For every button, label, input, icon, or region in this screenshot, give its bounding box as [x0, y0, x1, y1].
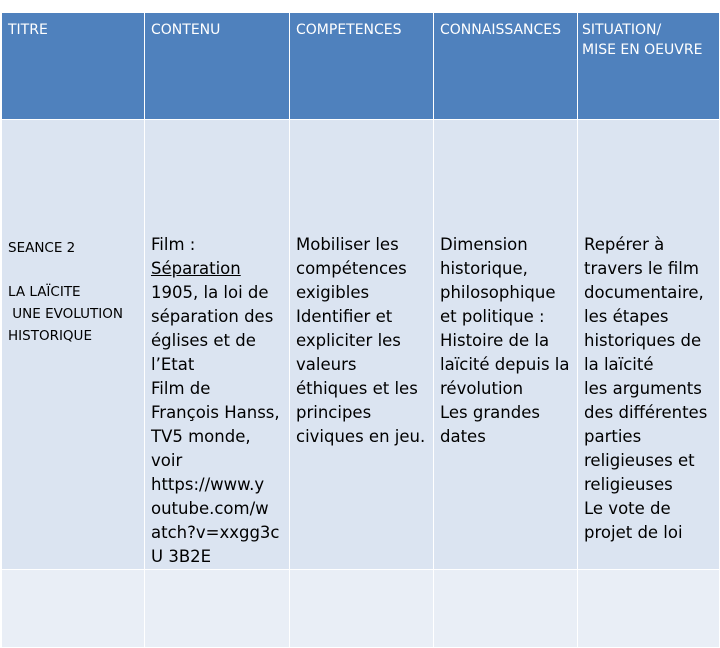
- connaissances-line: philosophique: [440, 283, 556, 302]
- contenu-line: François Hanss,: [151, 403, 280, 422]
- contenu-line: Film de: [151, 379, 211, 398]
- header-connaissances: [434, 13, 578, 120]
- seance-row: [2, 120, 720, 570]
- youtube-url-line-2[interactable]: outube.com/w: [151, 499, 269, 518]
- connaissances-line: laïcité depuis la: [440, 355, 570, 374]
- competences-cell: [290, 120, 434, 570]
- header-situation: [578, 13, 720, 120]
- competences-line: compétences: [296, 259, 407, 278]
- contenu-line: TV5 monde,: [151, 427, 251, 446]
- situation-line: documentaire,: [584, 283, 704, 302]
- youtube-url-line-1[interactable]: https://www.y: [151, 475, 265, 494]
- header-contenu: [145, 13, 290, 120]
- header-situation-line-1: SITUATION/: [582, 22, 662, 38]
- situation-line: religieuses: [584, 475, 673, 494]
- competences-line: Mobiliser les: [296, 235, 399, 254]
- youtube-url-line-3[interactable]: atch?v=xxgg3c: [151, 523, 280, 542]
- competences-line: principes: [296, 403, 372, 422]
- connaissances-line: révolution: [440, 379, 524, 398]
- situation-line: projet de loi: [584, 523, 683, 542]
- competences-line: civiques en jeu.: [296, 427, 426, 446]
- competences-line: expliciter les: [296, 331, 401, 350]
- situation-line: les arguments: [584, 379, 702, 398]
- empty-cell[interactable]: [434, 570, 578, 648]
- youtube-url-line-4[interactable]: U 3B2E: [151, 547, 212, 566]
- seance-label: SEANCE 2: [8, 240, 76, 256]
- header-row: [2, 13, 720, 120]
- contenu-film-title-link[interactable]: Séparation: [151, 259, 241, 278]
- empty-cell[interactable]: [578, 570, 720, 648]
- contenu-line: l’Etat: [151, 355, 195, 374]
- titre-cell: [2, 120, 145, 570]
- header-competences-label: COMPETENCES: [296, 22, 402, 38]
- situation-line: la laïcité: [584, 355, 654, 374]
- connaissances-line: historique,: [440, 259, 528, 278]
- header-connaissances-label: CONNAISSANCES: [440, 22, 562, 38]
- situation-line: des différentes: [584, 403, 708, 422]
- empty-cell[interactable]: [2, 570, 145, 648]
- contenu-line: Film :: [151, 235, 196, 254]
- header-titre-label: TITRE: [8, 22, 48, 38]
- connaissances-line: dates: [440, 427, 486, 446]
- situation-line: religieuses et: [584, 451, 695, 470]
- titre-line-3: HISTORIQUE: [8, 328, 92, 344]
- header-competences: [290, 13, 434, 120]
- situation-line: travers le film: [584, 259, 699, 278]
- situation-line: Repérer à: [584, 235, 665, 254]
- connaissances-cell: [434, 120, 578, 570]
- competences-line: éthiques et les: [296, 379, 418, 398]
- connaissances-line: Dimension: [440, 235, 528, 254]
- contenu-line: voir: [151, 451, 183, 470]
- situation-line: historiques de: [584, 331, 702, 350]
- connaissances-line: et politique :: [440, 307, 545, 326]
- header-titre: [2, 13, 145, 120]
- connaissances-line: Les grandes: [440, 403, 540, 422]
- situation-cell: [578, 120, 720, 570]
- empty-row: [2, 570, 720, 648]
- situation-line: les étapes: [584, 307, 669, 326]
- contenu-cell: [145, 120, 290, 570]
- empty-cell[interactable]: [290, 570, 434, 648]
- contenu-line: séparation des: [151, 307, 274, 326]
- situation-line: Le vote de: [584, 499, 671, 518]
- situation-line: parties: [584, 427, 642, 446]
- connaissances-line: Histoire de la: [440, 331, 550, 350]
- competences-line: valeurs: [296, 355, 357, 374]
- competences-line: Identifier et: [296, 307, 393, 326]
- header-situation-line-2: MISE EN OEUVRE: [582, 42, 703, 58]
- empty-cell[interactable]: [145, 570, 290, 648]
- header-contenu-label: CONTENU: [151, 22, 221, 38]
- titre-line-1: LA LAÏCITE: [8, 284, 81, 300]
- contenu-line: 1905, la loi de: [151, 283, 269, 302]
- lesson-plan-table: [1, 12, 720, 648]
- contenu-line: églises et de: [151, 331, 256, 350]
- competences-line: exigibles: [296, 283, 370, 302]
- titre-line-2: UNE EVOLUTION: [8, 306, 123, 322]
